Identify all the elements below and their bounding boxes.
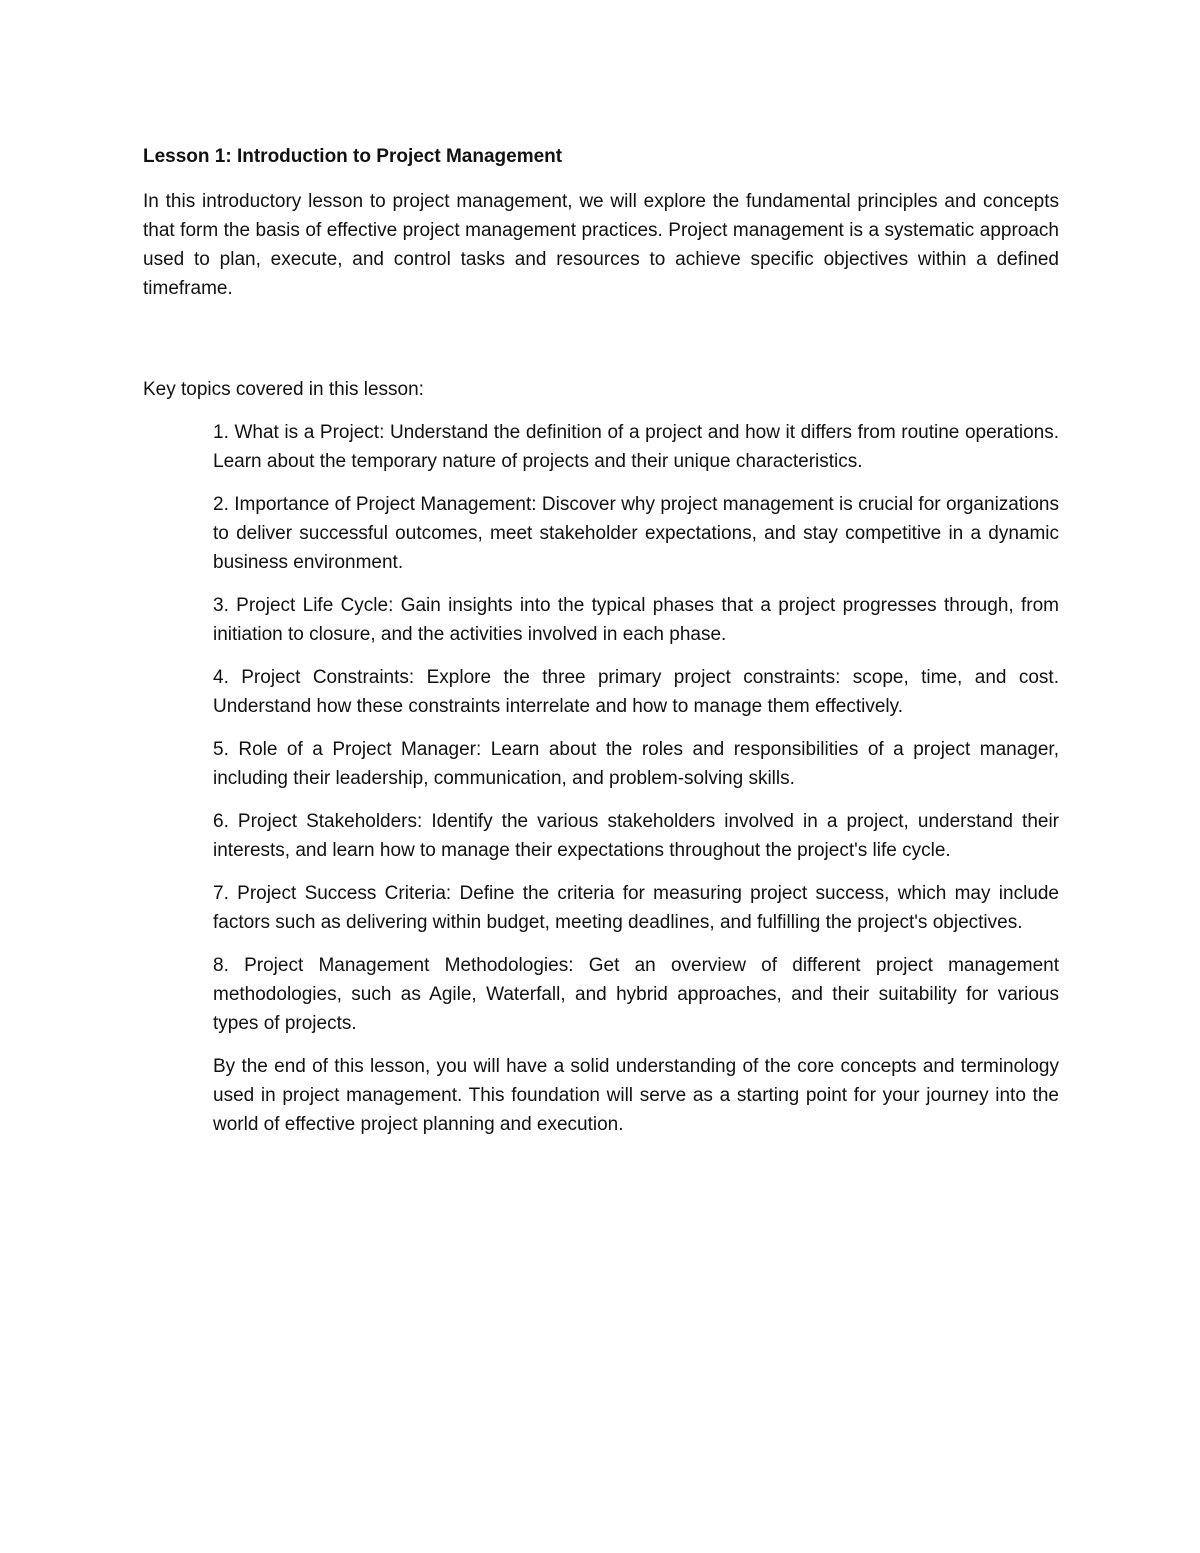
lesson-title: Lesson 1: Introduction to Project Management <box>143 146 563 167</box>
topic-item-6: 6. Project Stakeholders: Identify the various stakeholders involved in a project, understand their interests, and learn how to manage their expectations throughout the project's life cycle. <box>213 811 1059 861</box>
intro-paragraph: In this introductory lesson to project management, we will explore the fundamental principles and concepts that form the basis of effective project management practices. Project management is a systematic approach used to plan, execute, and control tasks and resources to achieve specific objectives within a defined timeframe. <box>143 191 1059 299</box>
conclusion-paragraph: By the end of this lesson, you will have a solid understanding of the core concepts and terminology used in project management. This foundation will serve as a starting point for your journey into the world of effective project planning and execution. <box>213 1056 1059 1135</box>
topics-heading: Key topics covered in this lesson: <box>143 379 424 400</box>
topic-item-1: 1. What is a Project: Understand the definition of a project and how it differs from routine operations. Learn about the temporary nature of projects and their unique characteristics. <box>213 422 1059 472</box>
topic-item-5: 5. Role of a Project Manager: Learn about the roles and responsibilities of a project manager, including their leadership, communication, and problem-solving skills. <box>213 739 1059 789</box>
topic-list <box>143 418 1059 1038</box>
topic-item-8: 8. Project Management Methodologies: Get an overview of different project management methodologies, such as Agile, Waterfall, and hybrid approaches, and their suitability for various types of projects. <box>213 955 1059 1034</box>
topic-item-3: 3. Project Life Cycle: Gain insights into the typical phases that a project progresses through, from initiation to closure, and the activities involved in each phase. <box>213 595 1059 645</box>
topic-item-2: 2. Importance of Project Management: Discover why project management is crucial for organizations to deliver successful outcomes, meet stakeholder expectations, and stay competitive in a dynamic business environment. <box>213 494 1059 573</box>
document-body <box>143 142 1059 1139</box>
topic-item-4: 4. Project Constraints: Explore the three primary project constraints: scope, time, and cost. Understand how these constraints interrelate and how to manage them effectively. <box>213 667 1059 717</box>
topic-item-7: 7. Project Success Criteria: Define the criteria for measuring project success, which may include factors such as delivering within budget, meeting deadlines, and fulfilling the project's objectives. <box>213 883 1059 933</box>
